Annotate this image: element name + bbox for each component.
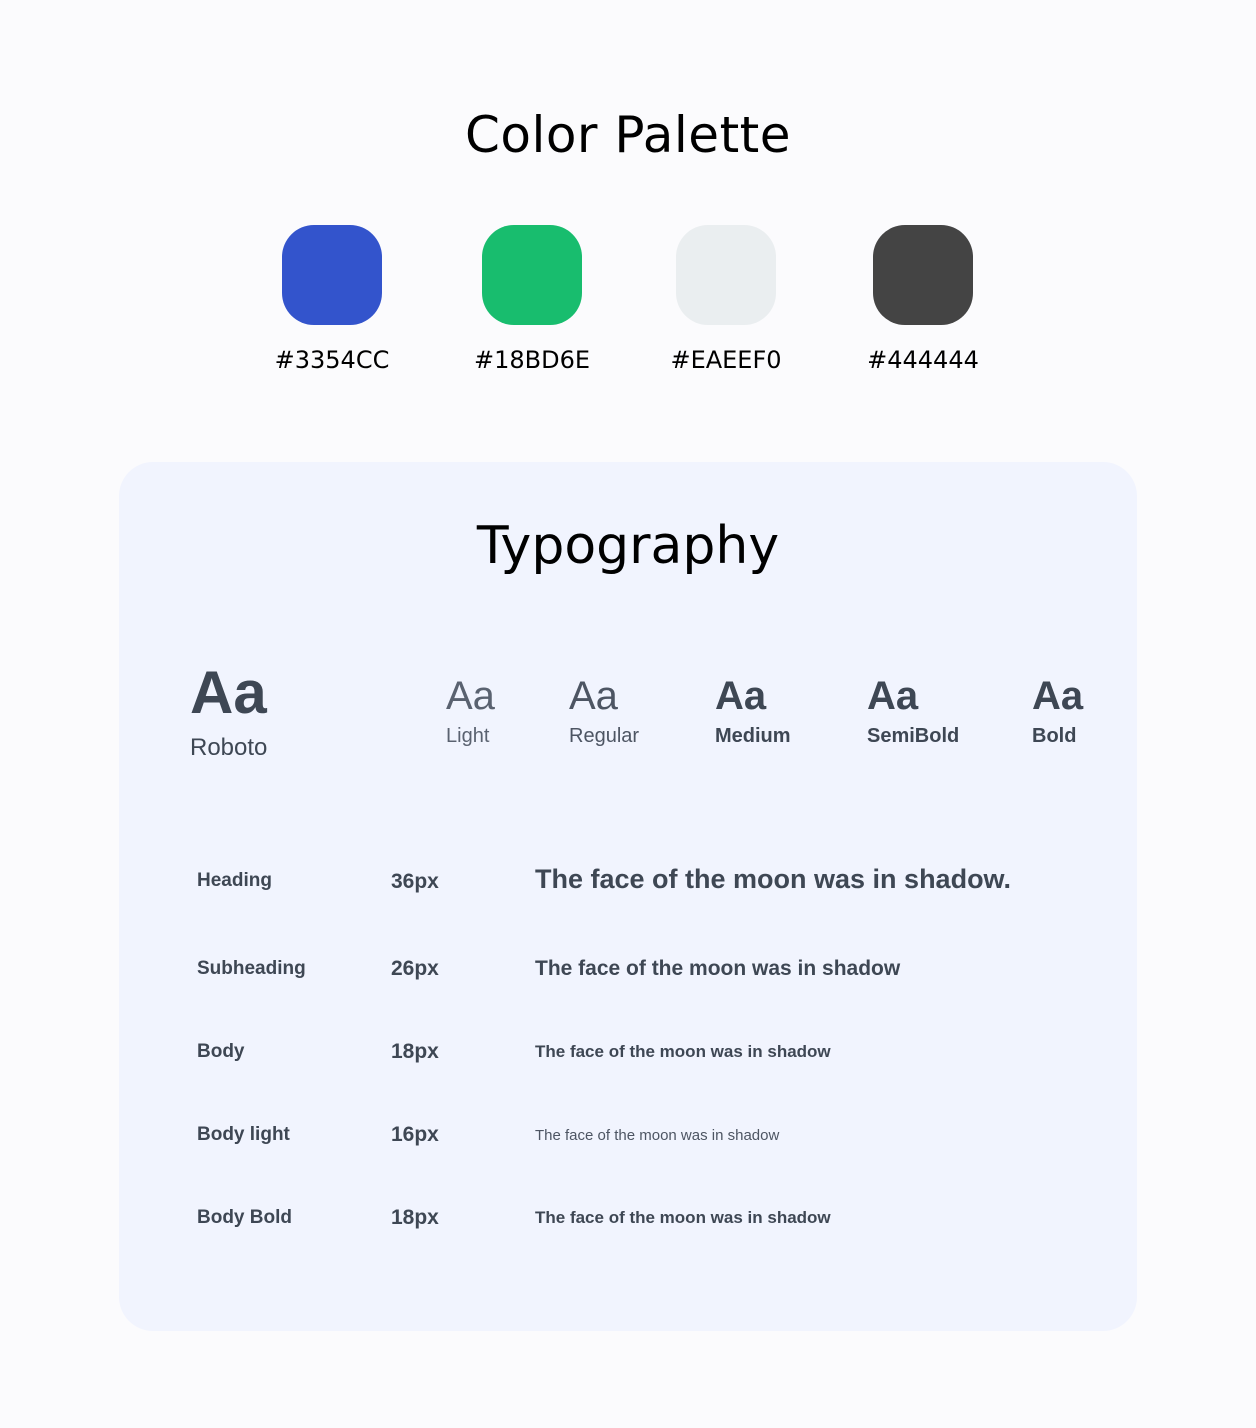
style-name-body-light: Body light — [197, 1124, 290, 1145]
color-label-light-gray: #EAEEF0 — [670, 346, 782, 374]
style-sample-body: The face of the moon was in shadow — [535, 1042, 831, 1061]
style-size-body: 18px — [391, 1040, 439, 1063]
style-sample-subheading: The face of the moon was in shadow — [535, 957, 901, 980]
weight-label-bold: Bold — [1032, 725, 1077, 747]
style-size-heading: 36px — [391, 870, 439, 893]
weight-label-regular: Regular — [569, 725, 640, 747]
weight-sample-bold: Aa — [1032, 674, 1084, 718]
weight-sample-regular: Aa — [569, 674, 618, 718]
style-size-subheading: 26px — [391, 957, 439, 980]
weight-label-semibold: SemiBold — [867, 725, 960, 747]
style-sample-body-light: The face of the moon was in shadow — [535, 1127, 780, 1144]
color-label-dark-gray: #444444 — [867, 346, 979, 374]
weight-sample-medium: Aa — [715, 674, 767, 718]
font-sample: Aa — [190, 659, 267, 726]
style-sample-body-bold: The face of the moon was in shadow — [535, 1208, 831, 1227]
weight-sample-semibold: Aa — [867, 674, 919, 718]
typography-card — [119, 462, 1137, 1331]
style-size-body-light: 16px — [391, 1123, 439, 1146]
style-size-body-bold: 18px — [391, 1206, 439, 1229]
color-swatch-green — [482, 225, 582, 325]
style-sample-heading: The face of the moon was in shadow. — [535, 864, 1012, 894]
color-swatch-blue — [282, 225, 382, 325]
typography-title: Typography — [476, 516, 780, 576]
font-name: Roboto — [190, 734, 268, 761]
style-name-body-bold: Body Bold — [197, 1207, 292, 1228]
style-name-body: Body — [197, 1041, 245, 1062]
color-swatch-dark-gray — [873, 225, 973, 325]
weight-label-light: Light — [446, 725, 490, 747]
style-name-heading: Heading — [197, 870, 272, 891]
style-name-subheading: Subheading — [197, 958, 306, 979]
palette-title: Color Palette — [464, 106, 792, 164]
color-label-blue: #3354CC — [274, 346, 390, 374]
weight-sample-light: Aa — [446, 674, 495, 718]
color-swatch-light-gray — [676, 225, 776, 325]
color-label-green: #18BD6E — [473, 346, 591, 374]
weight-label-medium: Medium — [715, 725, 791, 747]
